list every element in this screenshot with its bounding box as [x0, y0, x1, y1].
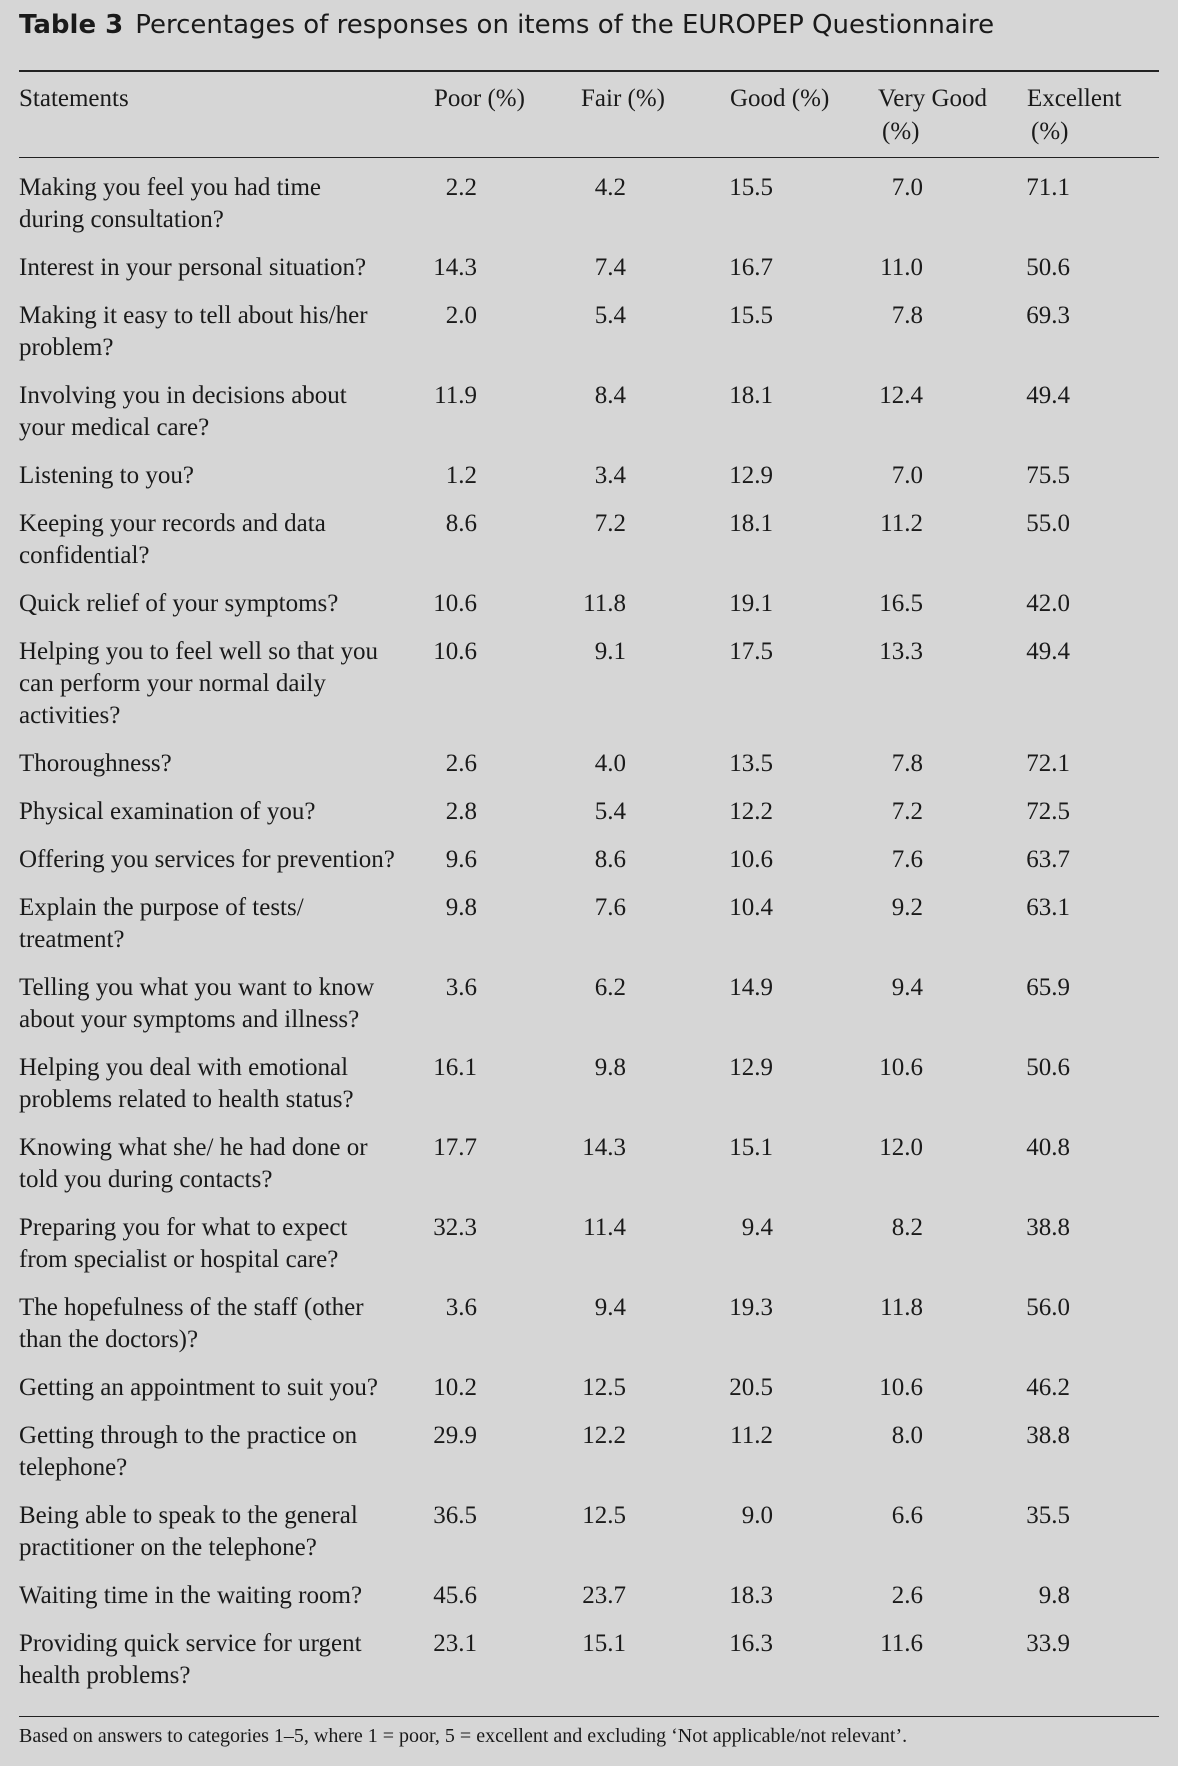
value-cell-poor: 9.6	[445, 846, 477, 873]
value-cell-good: 10.6	[729, 846, 773, 873]
value-cell-fair: 5.4	[594, 302, 626, 329]
value-cell-very-good: 7.6	[891, 846, 923, 873]
statement-line: The hopefulness of the staff (other	[19, 1294, 364, 1321]
column-header-fair	[581, 82, 665, 115]
value-cell-excellent: 38.8	[1026, 1422, 1070, 1449]
statement-line: Waiting time in the waiting room?	[19, 1582, 363, 1609]
statement-cell	[19, 1420, 424, 1484]
value-cell-poor: 2.6	[445, 750, 477, 777]
value-cell-fair: 23.7	[582, 1582, 626, 1609]
value-cell-good: 15.1	[729, 1134, 773, 1161]
value-cell-good: 18.1	[729, 382, 773, 409]
value-cell-good: 17.5	[729, 638, 773, 665]
value-cell-excellent: 49.4	[1026, 638, 1070, 665]
value-cell-very-good: 2.6	[891, 1582, 923, 1609]
value-cell-good: 15.5	[729, 174, 773, 201]
statement-cell	[19, 1052, 424, 1116]
value-cell-poor: 10.6	[433, 590, 477, 617]
statement-line: Making you feel you had time	[19, 174, 322, 201]
value-cell-poor: 10.2	[433, 1374, 477, 1401]
value-cell-poor: 3.6	[445, 1294, 477, 1321]
statement-line: than the doctors)?	[19, 1326, 199, 1353]
value-cell-very-good: 10.6	[879, 1374, 923, 1401]
value-cell-very-good: 11.8	[880, 1294, 923, 1321]
statement-cell	[19, 380, 424, 444]
value-cell-good: 10.4	[729, 894, 773, 921]
value-cell-very-good: 9.2	[891, 894, 923, 921]
value-cell-very-good: 11.6	[880, 1630, 923, 1657]
value-cell-poor: 2.0	[445, 302, 477, 329]
statement-cell	[19, 460, 424, 492]
column-header-line: Good (%)	[730, 85, 830, 112]
statement-cell	[19, 588, 424, 620]
statement-line: Preparing you for what to expect	[19, 1214, 348, 1241]
value-cell-good: 14.9	[729, 974, 773, 1001]
statement-cell	[19, 1292, 424, 1356]
value-cell-very-good: 11.0	[880, 254, 923, 281]
statement-line: told you during contacts?	[19, 1166, 273, 1193]
value-cell-excellent: 69.3	[1026, 302, 1070, 329]
statement-line: problem?	[19, 334, 114, 361]
value-cell-good: 13.5	[729, 750, 773, 777]
value-cell-very-good: 7.0	[891, 462, 923, 489]
header-rule	[19, 157, 1159, 158]
statement-cell	[19, 1212, 424, 1276]
value-cell-poor: 17.7	[433, 1134, 477, 1161]
value-cell-fair: 9.8	[594, 1054, 626, 1081]
statement-cell	[19, 508, 424, 572]
value-cell-fair: 12.5	[582, 1502, 626, 1529]
column-header-line: Fair (%)	[581, 85, 665, 112]
value-cell-excellent: 72.5	[1026, 798, 1070, 825]
column-header-line: Excellent	[1027, 85, 1122, 112]
statement-line: Explain the purpose of tests/	[19, 894, 304, 921]
value-cell-excellent: 49.4	[1026, 382, 1070, 409]
value-cell-fair: 6.2	[594, 974, 626, 1001]
value-cell-excellent: 72.1	[1026, 750, 1070, 777]
value-cell-fair: 4.0	[594, 750, 626, 777]
statement-cell	[19, 844, 424, 876]
statement-line: telephone?	[19, 1454, 128, 1481]
statement-line: Helping you deal with emotional	[19, 1054, 349, 1081]
statement-cell	[19, 252, 424, 284]
value-cell-good: 19.1	[729, 590, 773, 617]
value-cell-fair: 15.1	[582, 1630, 626, 1657]
value-cell-excellent: 55.0	[1026, 510, 1070, 537]
value-cell-very-good: 7.8	[891, 302, 923, 329]
value-cell-poor: 14.3	[433, 254, 477, 281]
statement-line: Making it easy to tell about his/her	[19, 302, 368, 329]
value-cell-poor: 2.2	[445, 174, 477, 201]
value-cell-very-good: 7.0	[891, 174, 923, 201]
value-cell-good: 19.3	[729, 1294, 773, 1321]
statement-cell	[19, 892, 424, 956]
value-cell-good: 9.4	[741, 1214, 773, 1241]
value-cell-good: 9.0	[741, 1502, 773, 1529]
value-cell-very-good: 11.2	[880, 510, 923, 537]
value-cell-poor: 23.1	[433, 1630, 477, 1657]
value-cell-fair: 11.4	[583, 1214, 626, 1241]
statement-line: Being able to speak to the general	[19, 1502, 358, 1529]
value-cell-very-good: 12.4	[879, 382, 923, 409]
value-cell-good: 18.1	[729, 510, 773, 537]
value-cell-excellent: 56.0	[1026, 1294, 1070, 1321]
statement-cell	[19, 1580, 424, 1612]
value-cell-excellent: 33.9	[1026, 1630, 1070, 1657]
statement-line: Offering you services for prevention?	[19, 846, 395, 873]
value-cell-very-good: 8.2	[891, 1214, 923, 1241]
statement-cell	[19, 172, 424, 236]
statement-line: Interest in your personal situation?	[19, 254, 367, 281]
value-cell-very-good: 9.4	[891, 974, 923, 1001]
statement-line: Providing quick service for urgent	[19, 1630, 362, 1657]
statement-line: practitioner on the telephone?	[19, 1534, 317, 1561]
statement-line: confidential?	[19, 542, 150, 569]
statement-cell	[19, 1372, 424, 1404]
statement-line: Involving you in decisions about	[19, 382, 347, 409]
value-cell-poor: 2.8	[445, 798, 477, 825]
value-cell-good: 16.3	[729, 1630, 773, 1657]
statement-line: Quick relief of your symptoms?	[19, 590, 339, 617]
statement-cell	[19, 748, 424, 780]
value-cell-fair: 7.6	[594, 894, 626, 921]
table-label: Table 3	[19, 10, 124, 40]
bottom-rule	[19, 1716, 1159, 1717]
statement-cell	[19, 1132, 424, 1196]
value-cell-fair: 8.4	[594, 382, 626, 409]
value-cell-fair: 7.2	[594, 510, 626, 537]
value-cell-poor: 1.2	[445, 462, 477, 489]
value-cell-very-good: 16.5	[879, 590, 923, 617]
statement-line: problems related to health status?	[19, 1086, 354, 1113]
value-cell-fair: 4.2	[594, 174, 626, 201]
value-cell-very-good: 13.3	[879, 638, 923, 665]
value-cell-excellent: 65.9	[1026, 974, 1070, 1001]
statement-line: Getting an appointment to suit you?	[19, 1374, 378, 1401]
value-cell-poor: 3.6	[445, 974, 477, 1001]
statement-line: during consultation?	[19, 206, 224, 233]
statement-cell	[19, 972, 424, 1036]
column-header-line: (%)	[882, 118, 920, 145]
value-cell-good: 12.9	[729, 1054, 773, 1081]
value-cell-fair: 9.1	[594, 638, 626, 665]
table-title	[19, 10, 994, 40]
statement-cell	[19, 1628, 424, 1692]
value-cell-good: 11.2	[730, 1422, 773, 1449]
statement-line: Thoroughness?	[19, 750, 172, 777]
value-cell-poor: 32.3	[433, 1214, 477, 1241]
value-cell-very-good: 12.0	[879, 1134, 923, 1161]
value-cell-poor: 36.5	[433, 1502, 477, 1529]
value-cell-fair: 12.5	[582, 1374, 626, 1401]
value-cell-good: 20.5	[729, 1374, 773, 1401]
value-cell-poor: 9.8	[445, 894, 477, 921]
value-cell-fair: 14.3	[582, 1134, 626, 1161]
column-header-statement	[19, 82, 129, 115]
value-cell-excellent: 40.8	[1026, 1134, 1070, 1161]
statement-line: Telling you what you want to know	[19, 974, 375, 1001]
value-cell-fair: 9.4	[594, 1294, 626, 1321]
value-cell-good: 18.3	[729, 1582, 773, 1609]
statement-line: Getting through to the practice on	[19, 1422, 358, 1449]
value-cell-poor: 11.9	[434, 382, 477, 409]
statement-line: health problems?	[19, 1662, 191, 1689]
value-cell-very-good: 10.6	[879, 1054, 923, 1081]
value-cell-excellent: 71.1	[1026, 174, 1070, 201]
column-header-line: Very Good	[878, 85, 988, 112]
table-footnote: Based on answers to categories 1–5, where 1 = poor, 5 = excellent and excluding ‘Not applicable/not relevant’.	[19, 1725, 908, 1747]
statement-line: about your symptoms and illness?	[19, 1006, 360, 1033]
value-cell-fair: 12.2	[582, 1422, 626, 1449]
statement-line: Helping you to feel well so that you	[19, 638, 378, 665]
value-cell-very-good: 8.0	[891, 1422, 923, 1449]
value-cell-poor: 45.6	[433, 1582, 477, 1609]
statement-cell	[19, 636, 424, 732]
value-cell-poor: 16.1	[433, 1054, 477, 1081]
value-cell-fair: 11.8	[583, 590, 626, 617]
value-cell-excellent: 35.5	[1026, 1502, 1070, 1529]
statement-cell	[19, 1500, 424, 1564]
value-cell-good: 16.7	[729, 254, 773, 281]
statement-line: can perform your normal daily	[19, 670, 326, 697]
statement-line: your medical care?	[19, 414, 210, 441]
value-cell-fair: 3.4	[594, 462, 626, 489]
value-cell-excellent: 9.8	[1038, 1582, 1070, 1609]
value-cell-fair: 5.4	[594, 798, 626, 825]
column-header-very-good	[878, 82, 987, 148]
value-cell-poor: 29.9	[433, 1422, 477, 1449]
statement-line: treatment?	[19, 926, 125, 953]
value-cell-fair: 7.4	[594, 254, 626, 281]
value-cell-fair: 8.6	[594, 846, 626, 873]
column-header-excellent	[1027, 82, 1121, 148]
value-cell-poor: 10.6	[433, 638, 477, 665]
statement-line: Knowing what she/ he had done or	[19, 1134, 368, 1161]
statement-line: from specialist or hospital care?	[19, 1246, 339, 1273]
value-cell-excellent: 42.0	[1026, 590, 1070, 617]
value-cell-excellent: 50.6	[1026, 254, 1070, 281]
value-cell-good: 12.2	[729, 798, 773, 825]
top-rule	[19, 70, 1159, 72]
column-header-poor	[434, 82, 525, 115]
value-cell-poor: 8.6	[445, 510, 477, 537]
column-header-line: Statements	[19, 85, 129, 112]
value-cell-excellent: 46.2	[1026, 1374, 1070, 1401]
column-header-line: (%)	[1031, 118, 1069, 145]
statement-line: Physical examination of you?	[19, 798, 316, 825]
statement-line: Keeping your records and data	[19, 510, 326, 537]
value-cell-excellent: 63.1	[1026, 894, 1070, 921]
value-cell-very-good: 7.8	[891, 750, 923, 777]
value-cell-excellent: 50.6	[1026, 1054, 1070, 1081]
statement-cell	[19, 300, 424, 364]
table-caption: Percentages of responses on items of the EUROPEP Questionnaire	[135, 10, 995, 40]
statement-line: activities?	[19, 702, 121, 729]
value-cell-good: 12.9	[729, 462, 773, 489]
column-header-line: Poor (%)	[434, 85, 525, 112]
value-cell-excellent: 38.8	[1026, 1214, 1070, 1241]
value-cell-very-good: 6.6	[891, 1502, 923, 1529]
statement-line: Listening to you?	[19, 462, 194, 489]
value-cell-good: 15.5	[729, 302, 773, 329]
value-cell-very-good: 7.2	[891, 798, 923, 825]
value-cell-excellent: 75.5	[1026, 462, 1070, 489]
value-cell-excellent: 63.7	[1026, 846, 1070, 873]
column-header-good	[730, 82, 829, 115]
statement-cell	[19, 796, 424, 828]
